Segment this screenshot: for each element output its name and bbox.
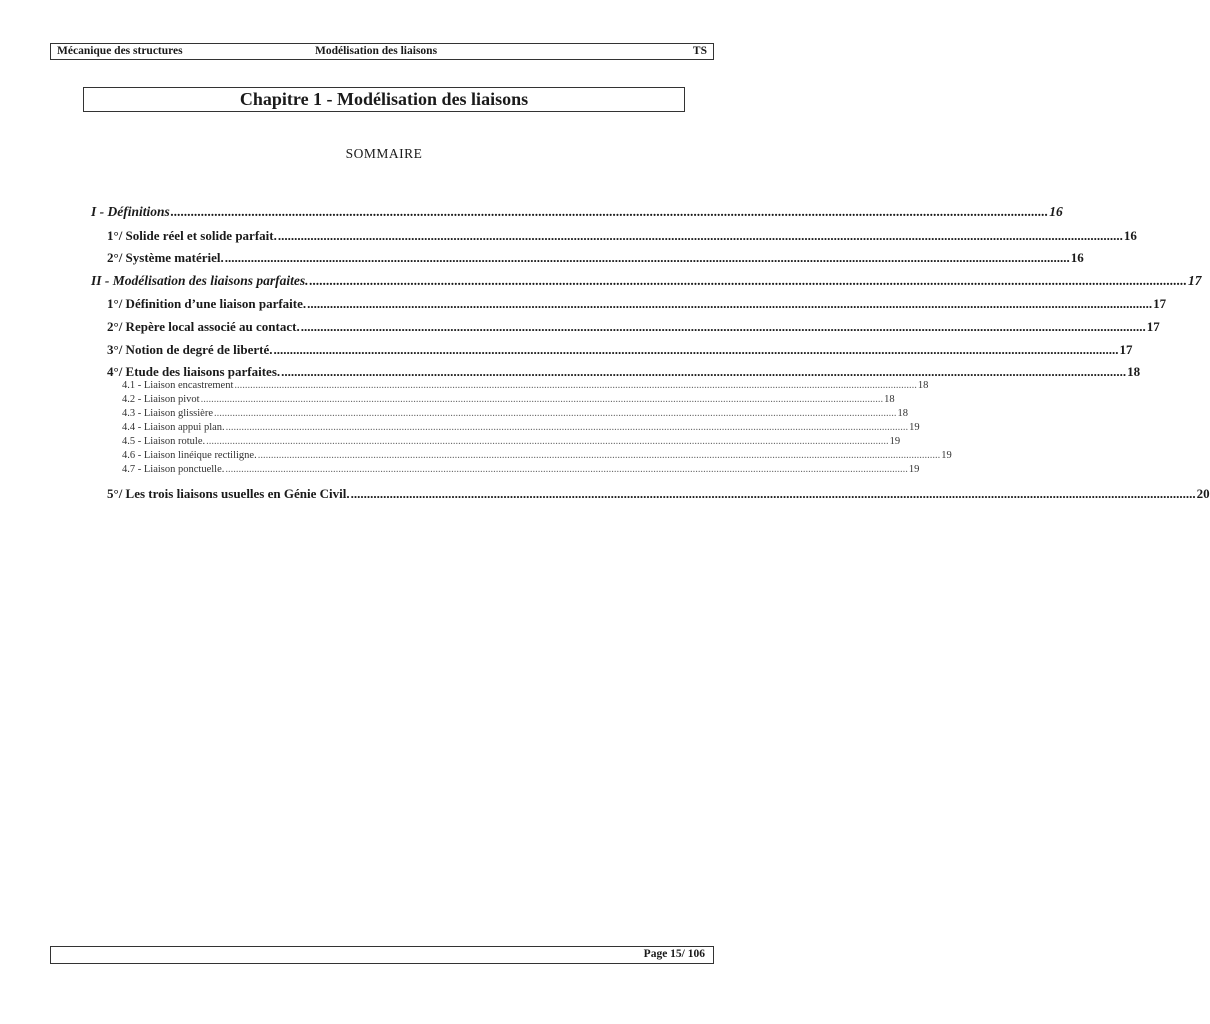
toc-entry[interactable]: [107, 364, 1141, 380]
toc-dot-leader: ....................................................................................................................................................................................................................................................................: [281, 364, 1127, 379]
toc-entry-page: 19: [889, 436, 901, 447]
toc-entry[interactable]: [107, 228, 1137, 244]
toc-entry-label: 4.4 - Liaison appui plan.: [122, 422, 225, 433]
toc-entry[interactable]: [122, 464, 920, 475]
toc-dot-leader: ....................................................................................................................................................................................................................................................................: [300, 319, 1146, 334]
toc-entry-label: 1°/ Définition d’une liaison parfaite.: [107, 296, 307, 311]
toc-entry-page: 19: [941, 450, 952, 461]
toc-entry-label: 5°/ Les trois liaisons usuelles en Génie Civil.: [107, 486, 350, 501]
toc-entry[interactable]: [122, 380, 929, 391]
toc-entry-label: 4.2 - Liaison pivot: [122, 394, 200, 405]
chapter-title: Chapitre 1 - Modélisation des liaisons: [83, 87, 685, 112]
toc-entry-page: 16: [1123, 228, 1137, 243]
toc-entry-page: 19: [908, 464, 920, 475]
toc-dot-leader: ....................................................................................................................................................................................................................................................................: [213, 408, 897, 419]
toc-dot-leader: ....................................................................................................................................................................................................................................................................: [234, 380, 917, 391]
toc-entry-label: 4.7 - Liaison ponctuelle.: [122, 464, 225, 475]
toc-entry-page: 20: [1196, 486, 1210, 501]
toc-entry-page: 19: [909, 422, 920, 433]
toc-entry-page: 18: [884, 394, 895, 405]
toc-entry-page: 18: [897, 408, 908, 419]
toc-dot-leader: ....................................................................................................................................................................................................................................................................: [224, 250, 1070, 265]
toc-entry-page: 16: [1070, 250, 1084, 265]
toc-dot-leader: ....................................................................................................................................................................................................................................................................: [307, 296, 1153, 311]
toc-entry[interactable]: [91, 204, 1063, 220]
toc-entry-label: 4.5 - Liaison rotule.: [122, 436, 206, 447]
toc-dot-leader: ....................................................................................................................................................................................................................................................................: [225, 464, 908, 475]
toc-entry-label: 4.3 - Liaison glissière: [122, 408, 213, 419]
toc-entry[interactable]: [91, 273, 1202, 289]
toc-dot-leader: ....................................................................................................................................................................................................................................................................: [206, 436, 889, 447]
toc-entry[interactable]: [122, 422, 920, 433]
page-number: Page 15/ 106: [643, 948, 705, 960]
toc-entry-page: 17: [1153, 296, 1167, 311]
toc-entry[interactable]: [107, 319, 1160, 335]
toc-entry-page: 17: [1188, 273, 1202, 288]
header-chapter-topic: Modélisation des liaisons: [315, 45, 438, 57]
summary-heading: SOMMAIRE: [345, 146, 423, 161]
toc-dot-leader: ....................................................................................................................................................................................................................................................................: [257, 450, 941, 461]
toc-entry-label: I - Définitions: [91, 204, 170, 219]
toc-entry-label: 2°/ Système matériel.: [107, 250, 224, 265]
running-header: [50, 43, 714, 60]
toc-entry[interactable]: [122, 408, 908, 419]
toc-entry-label: 1°/ Solide réel et solide parfait.: [107, 228, 277, 243]
toc-entry[interactable]: [122, 394, 895, 405]
toc-dot-leader: ....................................................................................................................................................................................................................................................................: [225, 422, 909, 433]
toc-entry-label: II - Modélisation des liaisons parfaites.: [91, 273, 309, 288]
toc-dot-leader: ....................................................................................................................................................................................................................................................................: [277, 228, 1123, 243]
toc-entry-label: 4.6 - Liaison linéique rectiligne.: [122, 450, 257, 461]
toc-entry[interactable]: [107, 296, 1167, 312]
toc-entry[interactable]: [107, 250, 1084, 266]
header-course-title: Mécanique des structures: [57, 45, 183, 57]
toc-entry[interactable]: [107, 342, 1133, 358]
toc-dot-leader: ....................................................................................................................................................................................................................................................................: [200, 394, 884, 405]
toc-entry[interactable]: [122, 450, 952, 461]
toc-dot-leader: ....................................................................................................................................................................................................................................................................: [309, 273, 1188, 288]
toc-entry-page: 16: [1049, 204, 1063, 219]
toc-entry[interactable]: [122, 436, 901, 447]
toc-entry-page: 18: [917, 380, 929, 391]
toc-entry-label: 2°/ Repère local associé au contact.: [107, 319, 300, 334]
toc-dot-leader: ....................................................................................................................................................................................................................................................................: [273, 342, 1119, 357]
running-footer: [50, 946, 714, 964]
toc-entry-page: 17: [1119, 342, 1133, 357]
toc-entry[interactable]: [107, 486, 1210, 502]
toc-entry-label: 3°/ Notion de degré de liberté.: [107, 342, 273, 357]
toc-entry-label: 4°/ Etude des liaisons parfaites.: [107, 364, 281, 379]
toc-entry-page: 18: [1127, 364, 1141, 379]
toc-entry-page: 17: [1146, 319, 1160, 334]
toc-entry-label: 4.1 - Liaison encastrement: [122, 380, 234, 391]
toc-dot-leader: ....................................................................................................................................................................................................................................................................: [170, 204, 1049, 219]
toc-dot-leader: ....................................................................................................................................................................................................................................................................: [350, 486, 1196, 501]
header-level: TS: [692, 45, 707, 57]
